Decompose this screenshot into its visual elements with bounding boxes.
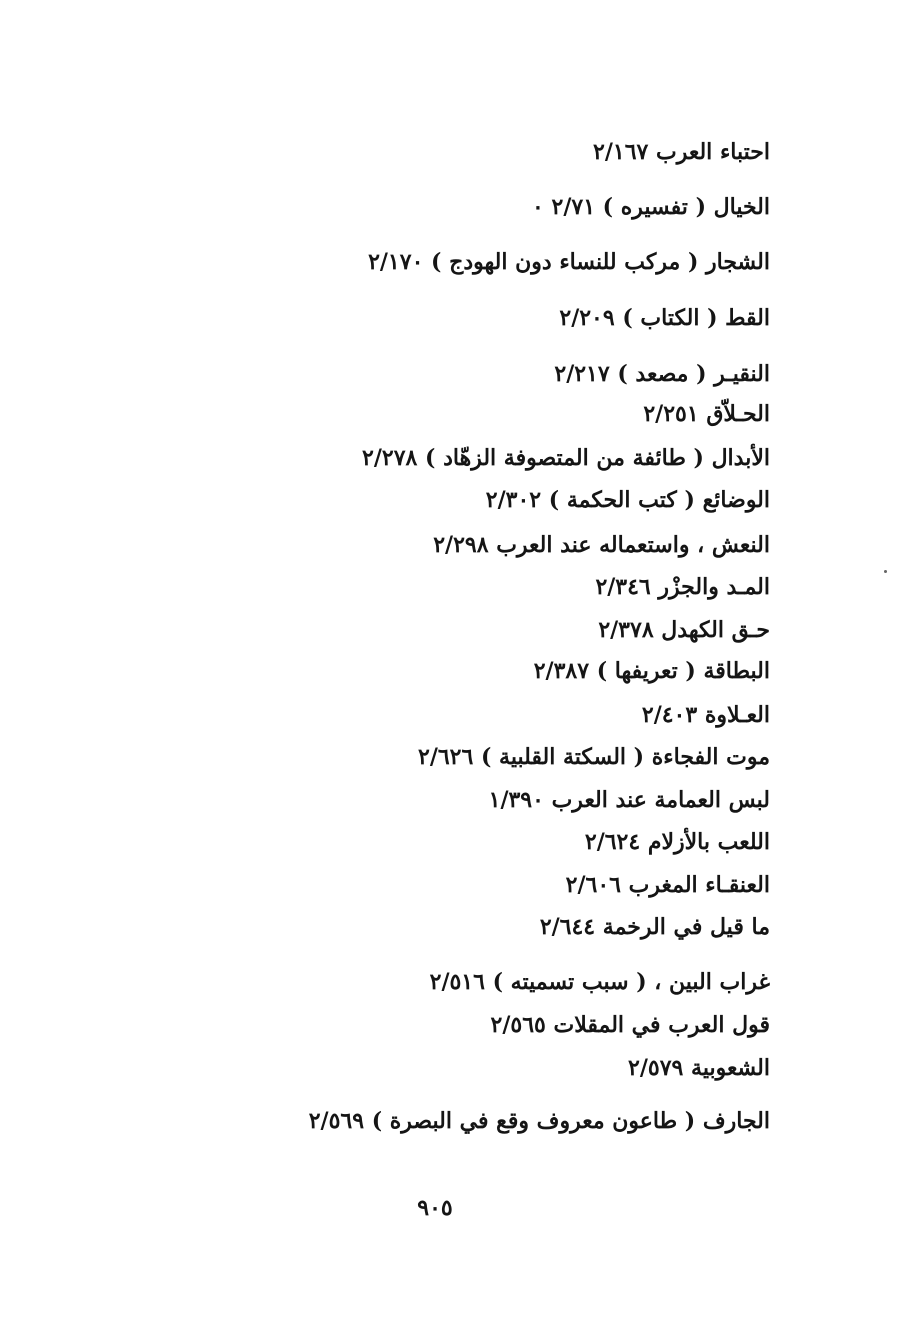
index-entry: النعش ، واستعماله عند العرب ٢/٢٩٨: [433, 532, 770, 558]
index-entry: العـلاوة ٢/٤٠٣: [641, 702, 770, 728]
index-entry: المـد والجزْر ٢/٣٤٦: [595, 574, 770, 600]
index-entry: القط ( الكتاب ) ٢/٢٠٩: [559, 305, 770, 331]
page-number: ٩٠٥: [417, 1195, 453, 1221]
index-entry: لبس العمامة عند العرب ١/٣٩٠: [488, 787, 770, 813]
index-entry: الأبدال ( طائفة من المتصوفة الزهّاد ) ٢/٢٧٨: [362, 445, 770, 471]
index-entry: الخيال ( تفسيره ) ٢/٧١ ٠: [532, 194, 770, 220]
index-entry: قول العرب في المقلات ٢/٥٦٥: [490, 1012, 770, 1038]
index-entry: الشجار ( مركب للنساء دون الهودج ) ٢/١٧٠: [368, 249, 770, 275]
index-entry: ما قيل في الرخمة ٢/٦٤٤: [539, 914, 770, 940]
index-entry: حـق الكهدل ٢/٣٧٨: [598, 617, 770, 643]
index-entry: البطاقة ( تعريفها ) ٢/٣٨٧: [533, 658, 770, 684]
index-entry: العنقـاء المغرب ٢/٦٠٦: [565, 872, 770, 898]
index-entry: موت الفجاءة ( السكتة القلبية ) ٢/٦٢٦: [418, 744, 770, 770]
index-entry: الوضائع ( كتب الحكمة ) ٢/٣٠٢: [485, 487, 770, 513]
index-entry: الحـلاّق ٢/٢٥١: [643, 401, 770, 427]
index-entry: الجارف ( طاعون معروف وقع في البصرة ) ٢/٥٦٩: [308, 1108, 770, 1134]
index-entry: النقيـر ( مصعد ) ٢/٢١٧: [554, 361, 770, 387]
index-entry: الشعوبية ٢/٥٧٩: [628, 1055, 770, 1081]
index-entry: احتباء العرب ٢/١٦٧: [593, 139, 770, 165]
index-entry: غراب البين ، ( سبب تسميته ) ٢/٥١٦: [429, 969, 770, 995]
index-entry: اللعب بالأزلام ٢/٦٢٤: [584, 829, 770, 855]
paper-speck: [884, 570, 887, 573]
